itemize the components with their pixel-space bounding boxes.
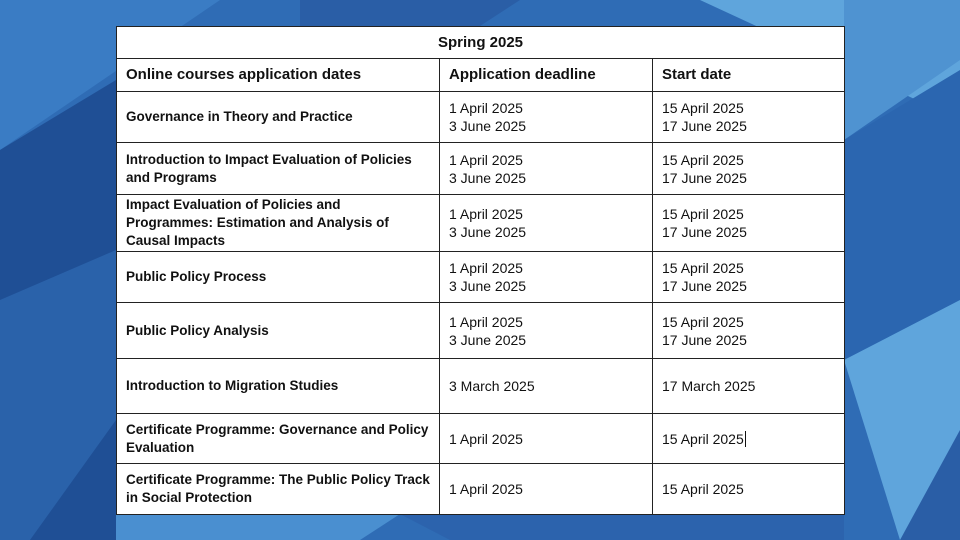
start-cell — [653, 414, 845, 464]
deadline-date: 3 June 2025 — [449, 169, 527, 186]
table-row — [117, 92, 845, 143]
deadline-date: 3 June 2025 — [449, 331, 527, 348]
table-row — [117, 303, 845, 359]
deadline-cell — [440, 195, 653, 252]
deadline-cell — [440, 359, 653, 414]
schedule-table — [116, 26, 845, 515]
deadline-date: 1 April 2025 — [449, 481, 523, 497]
start-cell — [653, 143, 845, 195]
start-date: 17 June 2025 — [662, 224, 747, 240]
header-row — [117, 59, 845, 92]
deadline-cell — [440, 143, 653, 195]
start-date: 17 June 2025 — [662, 331, 747, 348]
title-row — [117, 27, 845, 59]
start-date: 17 June 2025 — [662, 278, 747, 294]
deadline-date: 1 April 2025 — [449, 260, 523, 276]
deadline-date: 3 June 2025 — [449, 278, 527, 294]
start-cell — [653, 252, 845, 303]
start-cell — [653, 303, 845, 359]
start-date: 17 June 2025 — [662, 118, 747, 134]
table-row — [117, 414, 845, 464]
start-cell — [653, 359, 845, 414]
start-date: 17 March 2025 — [662, 378, 756, 394]
start-cell — [653, 92, 845, 143]
deadline-date: 1 April 2025 — [449, 100, 523, 116]
deadline-cell — [440, 464, 653, 515]
course-name: Introduction to Migration Studies — [117, 359, 440, 414]
table-title: Spring 2025 — [117, 27, 845, 59]
course-name: Governance in Theory and Practice — [117, 92, 440, 143]
course-name: Certificate Programme: The Public Policy Track in Social Protection — [117, 464, 440, 515]
deadline-cell — [440, 92, 653, 143]
schedule-table-container — [116, 26, 844, 514]
header-deadline: Application deadline — [440, 59, 653, 92]
start-date: 15 April 2025 — [662, 481, 744, 497]
table-row — [117, 252, 845, 303]
header-courses: Online courses application dates — [117, 59, 440, 92]
start-date: 17 June 2025 — [662, 169, 747, 186]
start-date: 15 April 2025 — [662, 100, 744, 116]
table-row — [117, 359, 845, 414]
deadline-date: 1 April 2025 — [449, 151, 523, 168]
table-row — [117, 195, 845, 252]
course-name: Public Policy Process — [117, 252, 440, 303]
deadline-cell — [440, 303, 653, 359]
text-cursor — [745, 431, 746, 447]
deadline-date: 1 April 2025 — [449, 206, 523, 222]
start-date: 15 April 2025 — [662, 260, 744, 276]
table-row — [117, 464, 845, 515]
course-name: Certificate Programme: Governance and Policy Evaluation — [117, 414, 440, 464]
deadline-date: 3 June 2025 — [449, 224, 527, 240]
deadline-date: 1 April 2025 — [449, 430, 523, 447]
course-name: Public Policy Analysis — [117, 303, 440, 359]
table-row — [117, 143, 845, 195]
start-date: 15 April 2025 — [662, 151, 744, 168]
deadline-cell — [440, 252, 653, 303]
course-name: Introduction to Impact Evaluation of Policies and Programs — [117, 143, 440, 195]
deadline-cell — [440, 414, 653, 464]
start-date: 15 April 2025 — [662, 430, 744, 447]
deadline-date: 3 March 2025 — [449, 378, 535, 394]
start-cell — [653, 195, 845, 252]
header-start-date: Start date — [653, 59, 845, 92]
start-date: 15 April 2025 — [662, 206, 744, 222]
start-cell — [653, 464, 845, 515]
deadline-date: 3 June 2025 — [449, 118, 527, 134]
deadline-date: 1 April 2025 — [449, 313, 523, 330]
course-name: Impact Evaluation of Policies and Programmes: Estimation and Analysis of Causal Impacts — [117, 195, 440, 252]
start-date: 15 April 2025 — [662, 313, 744, 330]
